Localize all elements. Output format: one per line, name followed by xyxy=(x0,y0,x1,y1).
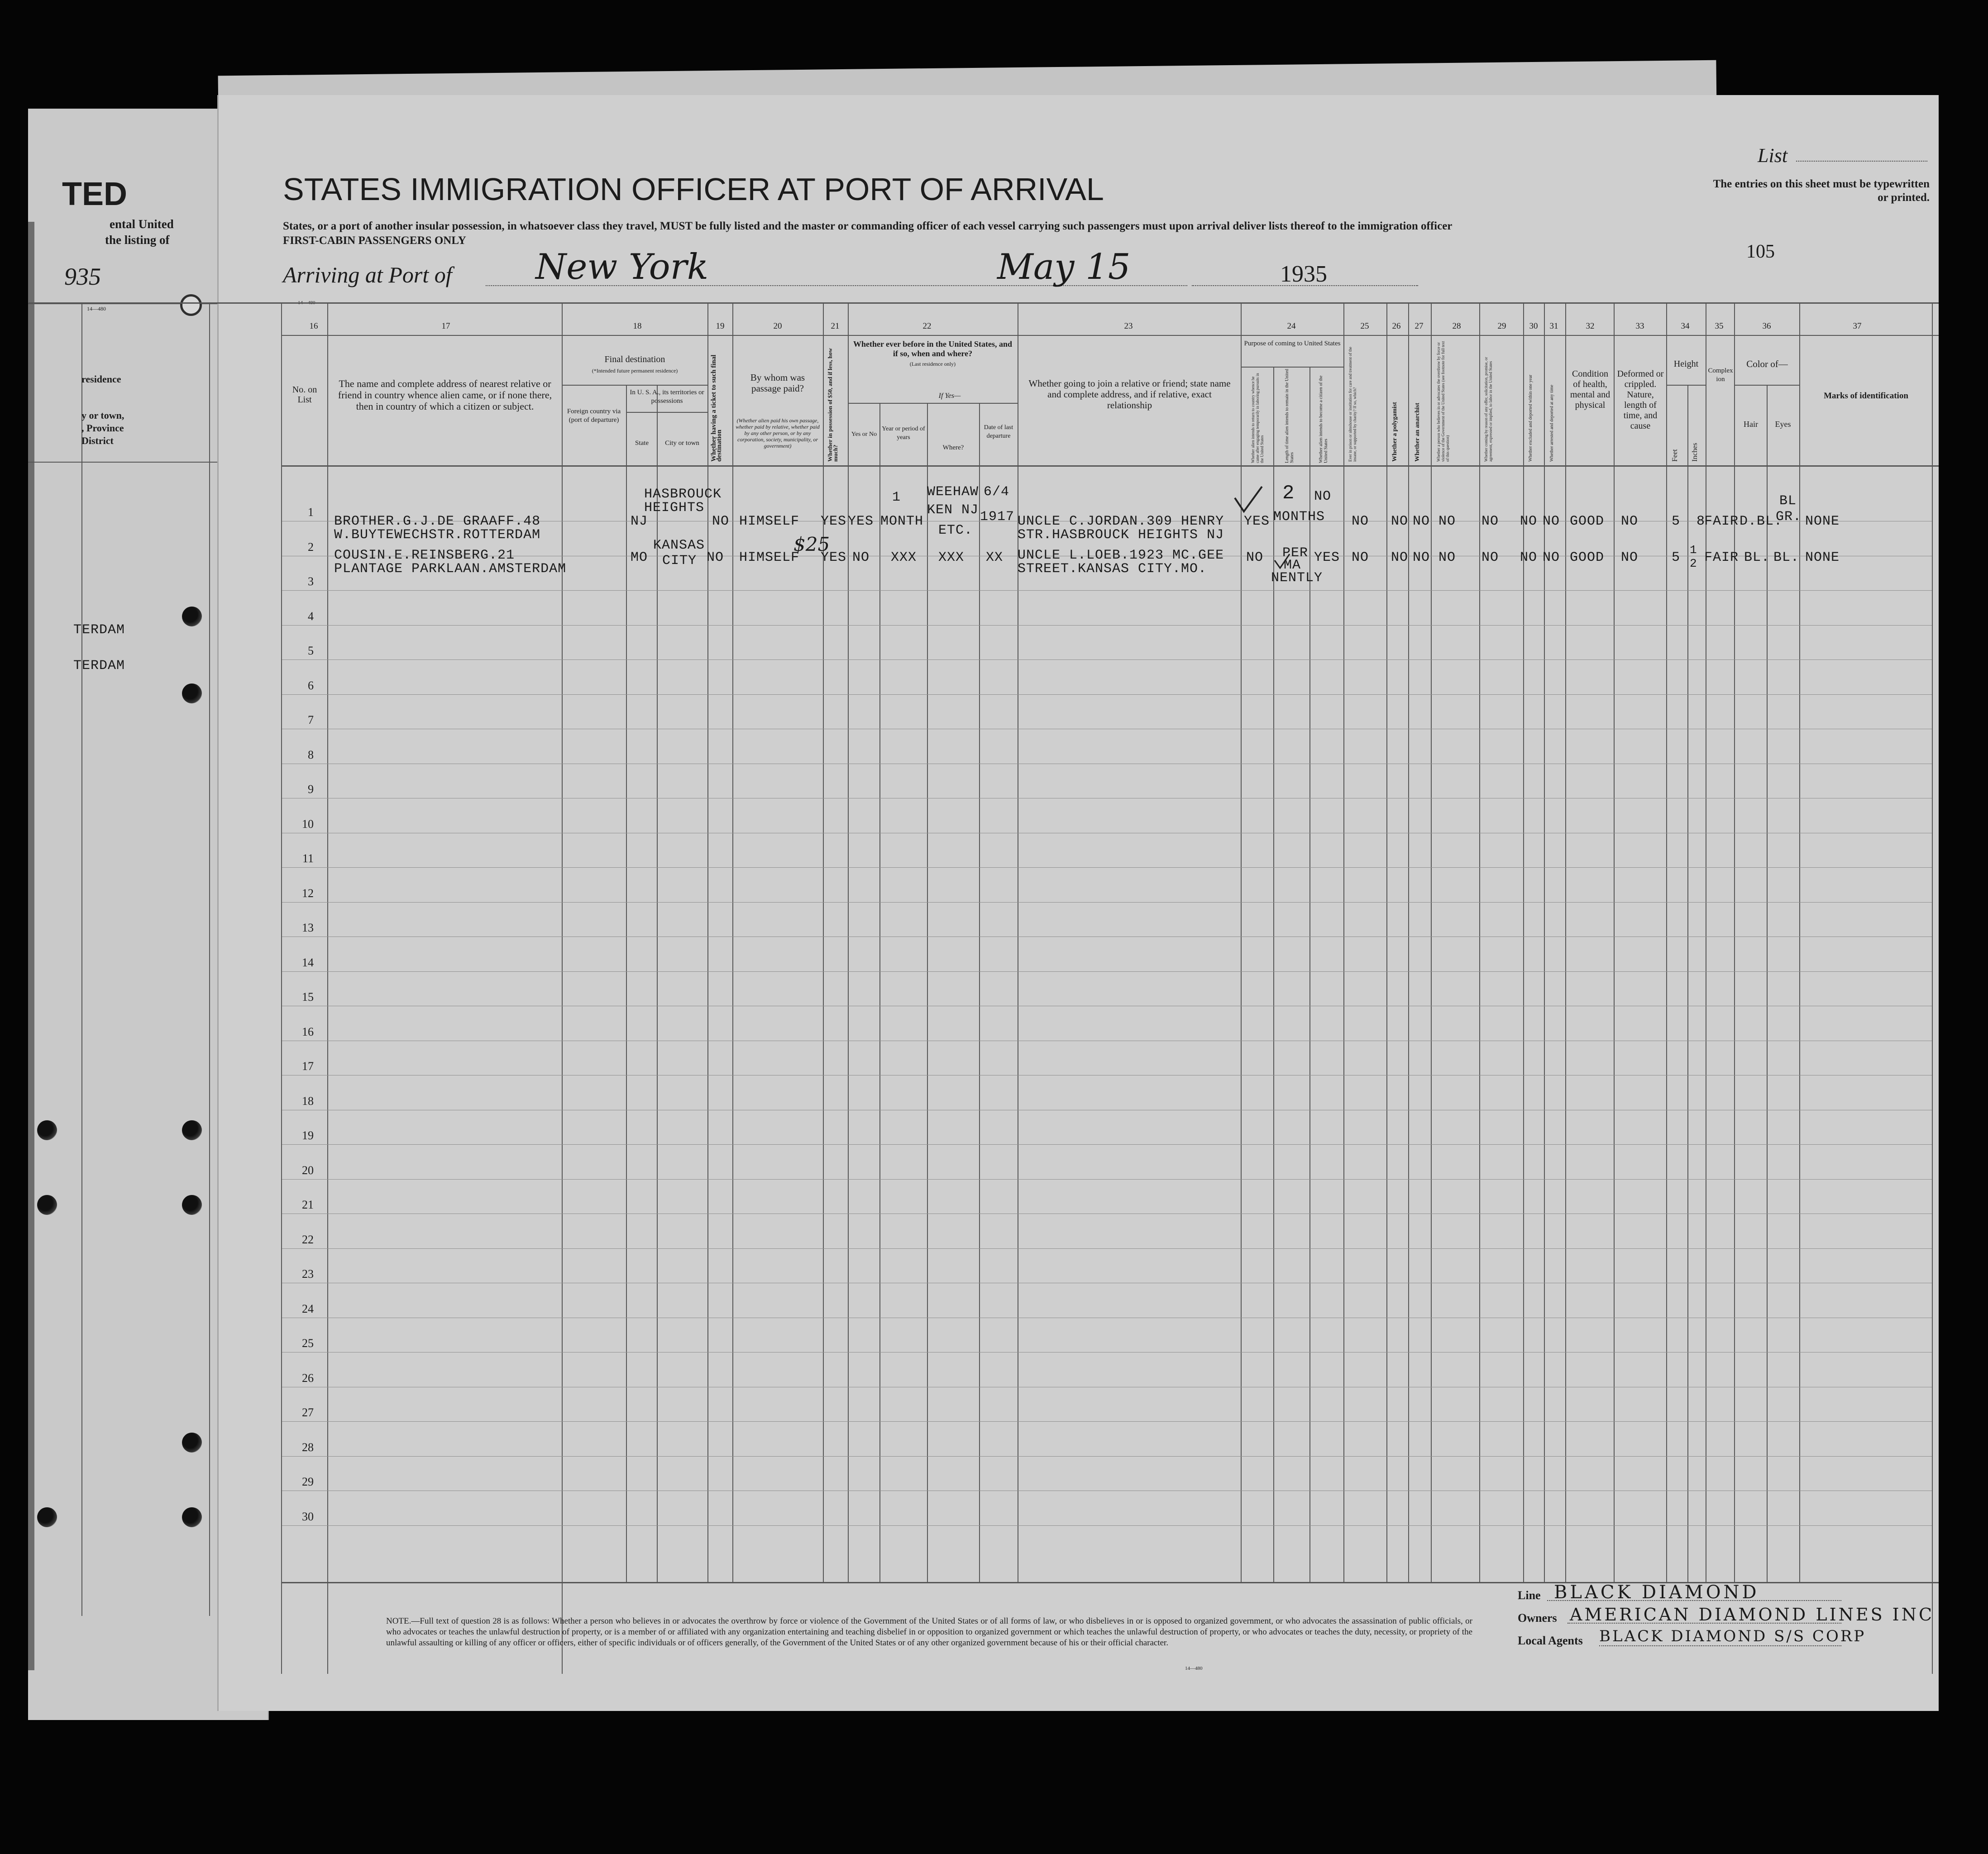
row-rule xyxy=(282,867,1932,868)
row2-inches: 1 xyxy=(1690,543,1697,557)
row1-city-line2: HEIGHTS xyxy=(644,500,705,516)
row2-c26: NO xyxy=(1391,550,1409,565)
row-number: 24 xyxy=(302,1302,314,1315)
row-number: 22 xyxy=(302,1233,314,1246)
row1-relative-line1: BROTHER.G.J.DE GRAAFF.48 xyxy=(334,514,541,529)
header-eyes: Eyes xyxy=(1775,420,1791,429)
header-hair: Hair xyxy=(1744,420,1758,429)
row2-c31: NO xyxy=(1543,550,1560,565)
col-num-17: 17 xyxy=(441,321,450,331)
header-bottom-rule xyxy=(282,465,1939,467)
column-rule xyxy=(1932,302,1933,1674)
row-number: 28 xyxy=(302,1441,314,1454)
row1-feet: 5 xyxy=(1672,514,1681,529)
row2-purpose-return: NO xyxy=(1246,550,1264,565)
row2-before: NO xyxy=(852,550,870,565)
list-label: List xyxy=(1758,144,1788,167)
header-prison: Ever in prison or almshouse or institution for care and treatment of the insane, or supported by charity? If so, which? xyxy=(1348,347,1357,462)
row2-paid-by: HIMSELF xyxy=(739,550,800,565)
left-page-column-rule xyxy=(209,303,210,1616)
header-fifty-dollars: Whether in possession of $50, and if less, how much? xyxy=(827,348,839,462)
subheader-rule xyxy=(1241,367,1343,368)
column-rule xyxy=(1687,385,1688,1582)
row1-eyes-line1: BL xyxy=(1779,493,1797,509)
column-rule xyxy=(1309,367,1310,1582)
row-number: 2 xyxy=(308,540,314,554)
row1-c30: NO xyxy=(1520,514,1538,529)
arrival-year: 1935 xyxy=(1280,261,1327,287)
column-rule xyxy=(1386,302,1387,1582)
row1-eyes-line2: GR. xyxy=(1776,509,1802,525)
header-top-rule xyxy=(29,302,1939,304)
row-rule xyxy=(282,1248,1932,1249)
row1-join-line2: STR.HASBROUCK HEIGHTS NJ xyxy=(1018,527,1224,543)
typewritten-note: The entries on this sheet must be typewritten or printed. xyxy=(1713,178,1930,204)
col-num-37: 37 xyxy=(1853,321,1862,331)
header-feet: Feet xyxy=(1671,449,1679,462)
row2-eyes: BL. xyxy=(1773,550,1800,565)
row1-purpose-citizen: NO xyxy=(1314,489,1332,504)
row-rule xyxy=(282,902,1932,903)
row2-feet: 5 xyxy=(1672,550,1681,565)
port-of-arrival: New York xyxy=(535,247,709,287)
column-rule xyxy=(979,403,980,1582)
subheader-rule xyxy=(1666,385,1706,386)
left-page-row: TERDAM xyxy=(73,622,125,638)
row1-where-line1: WEEHAW xyxy=(927,484,979,500)
column-rule xyxy=(927,403,928,1582)
column-rule xyxy=(1666,302,1667,1582)
column-rule xyxy=(823,302,824,1582)
row1-state: NJ xyxy=(631,514,648,529)
row1-purpose-length-1: 2 xyxy=(1282,482,1295,505)
col-num-22: 22 xyxy=(922,321,932,331)
row1-date-line1: 6/4 xyxy=(984,484,1010,500)
list-dotted-line xyxy=(1796,161,1927,162)
binder-hole xyxy=(182,1120,202,1140)
column-rule xyxy=(626,385,627,1582)
arrival-date: May 15 xyxy=(997,247,1131,287)
column-number-rule xyxy=(282,335,1939,336)
row1-c27: NO xyxy=(1413,514,1430,529)
col-num-20: 20 xyxy=(773,321,782,331)
header-yes-no: Yes or No xyxy=(851,431,877,438)
header-purpose-length: Length of time alien intends to remain in the United States xyxy=(1285,368,1295,463)
binder-hole xyxy=(182,1195,202,1215)
row-rule xyxy=(282,659,1932,660)
row2-purpose-length-3: NENTLY xyxy=(1271,570,1323,586)
line-value: BLACK DIAMOND xyxy=(1554,1582,1759,1603)
column-rule xyxy=(1544,302,1545,1582)
row-number: 8 xyxy=(308,748,314,761)
header-final-destination: Final destination xyxy=(604,354,665,364)
footnote-question-28: NOTE.—Full text of question 28 is as follows: Whether a person who believes in or advocates the overthrow by force or violence of the Government of the United States or of all forms of law, or who disbelieves in or is opposed to organized government, or who advocates the assassination of public officials, or who advocates or teaches the unlawful destruction of property, or is a member of or affiliated with any organization entertaining and teaching disbelief in or opposition to organized government or which teaches the unlawful destruction of property, or who advocates or teaches the duty, necessity, or propriety of the unlawful assaulting or killing of any officer or officers, either of specific individuals or of officers generally, of the Government of the United States or of any other organized government because of his or their official character. xyxy=(386,1616,1472,1648)
binder-hole xyxy=(37,1195,57,1215)
row-number: 3 xyxy=(308,575,314,588)
cabin-class: FIRST-CABIN PASSENGERS ONLY xyxy=(283,234,466,247)
left-page-row: TERDAM xyxy=(73,658,125,674)
row2-c27: NO xyxy=(1413,550,1430,565)
row1-c28: NO xyxy=(1438,514,1456,529)
column-rule xyxy=(1408,302,1409,1582)
column-rule xyxy=(1565,302,1566,1582)
header-purpose-return: Whether alien intends to return to country whence he came after engaging temporarily in laboring pursuits in the United States xyxy=(1251,373,1264,463)
header-marks: Marks of identification xyxy=(1824,391,1908,401)
col-num-27: 27 xyxy=(1415,321,1424,331)
subheader-rule xyxy=(626,412,707,413)
col-num-24: 24 xyxy=(1287,321,1296,331)
row2-relative-line1: COUSIN.E.REINSBERG.21 xyxy=(334,548,515,563)
left-page-header-line: District xyxy=(81,435,114,446)
row1-c31: NO xyxy=(1543,514,1560,529)
row-rule xyxy=(282,1144,1932,1145)
col-num-26: 26 xyxy=(1392,321,1401,331)
row1-c25: NO xyxy=(1352,514,1369,529)
header-ever-before-note: (Last residence only) xyxy=(909,361,956,367)
row2-fifty: YES xyxy=(821,550,847,565)
column-rule xyxy=(1614,302,1615,1582)
row-number: 13 xyxy=(302,921,314,934)
row1-fifty: YES xyxy=(821,514,847,529)
row2-date: XX xyxy=(986,550,1004,565)
row2-join-line2: STREET.KANSAS CITY.MO. xyxy=(1018,561,1207,577)
col-num-35: 35 xyxy=(1715,321,1724,331)
header-city: City or town xyxy=(665,440,699,447)
column-rule xyxy=(1799,302,1800,1582)
header-purpose-citizen: Whether alien intends to become a citizen of the United States xyxy=(1319,375,1329,463)
col-num-28: 28 xyxy=(1452,321,1461,331)
row-number: 29 xyxy=(302,1475,314,1488)
row1-c29: NO xyxy=(1481,514,1499,529)
row2-paid-note: $25 xyxy=(793,533,830,555)
header-if-yes: If Yes— xyxy=(938,392,961,400)
row2-city-line1: KANSAS xyxy=(653,538,705,553)
header-final-destination-note: (*Intended future permanent residence) xyxy=(592,368,678,374)
row1-join-line1: UNCLE C.JORDAN.309 HENRY xyxy=(1018,514,1224,529)
row-number: 6 xyxy=(308,679,314,692)
header-color-of: Color of— xyxy=(1746,358,1788,369)
column-rule xyxy=(657,385,658,1582)
header-inches: Inches xyxy=(1691,443,1699,462)
arriving-label: Arriving at Port of xyxy=(283,262,452,287)
row2-purpose-length-2: MA xyxy=(1284,558,1301,573)
row-number: 5 xyxy=(308,644,314,657)
header-height: Height xyxy=(1673,359,1699,369)
row-number: 27 xyxy=(302,1406,314,1419)
row1-period-line1: 1 xyxy=(892,490,901,505)
row-number: 19 xyxy=(302,1129,314,1142)
header-overthrow: Whether a person who believes in or advocates the overthrow by force or violence of the Government of the United States (see footnote for full text of this question) xyxy=(1436,341,1450,462)
row2-health: GOOD xyxy=(1570,550,1605,565)
row-rule xyxy=(282,1421,1932,1422)
column-rule xyxy=(879,403,880,1582)
column-rule xyxy=(1523,302,1524,1582)
agents-value: BLACK DIAMOND S/S CORP xyxy=(1599,1627,1866,1645)
row2-purpose-citizen: YES xyxy=(1314,550,1340,565)
col-num-31: 31 xyxy=(1549,321,1558,331)
row-number: 17 xyxy=(302,1060,314,1073)
left-page-residence-header: residence xyxy=(81,373,121,385)
row1-paid-by: HIMSELF xyxy=(739,514,800,529)
check-mark-icon xyxy=(1233,484,1264,516)
agents-dotted-line xyxy=(1599,1645,1841,1646)
header-passage-paid-note: (Whether alien paid his own passage, whether paid by relative, whether paid by any other person, or by any corporation, society, municipality, or government) xyxy=(736,417,820,449)
footer-form-number: 14—480 xyxy=(1185,1666,1203,1671)
row2-join-line1: UNCLE L.LOEB.1923 MC.GEE xyxy=(1018,548,1224,563)
column-rule xyxy=(281,302,282,1674)
column-rule xyxy=(1343,302,1344,1582)
row2-city-line2: CITY xyxy=(662,553,697,569)
row1-health: GOOD xyxy=(1570,514,1605,529)
header-where: Where? xyxy=(942,444,964,451)
row-number: 21 xyxy=(302,1198,314,1211)
binder-hole xyxy=(182,1507,202,1527)
header-join-relative: Whether going to join a relative or friend; state name and complete address, and if relative, exact relationship xyxy=(1028,378,1231,411)
row-number: 10 xyxy=(302,817,314,831)
column-rule xyxy=(1273,367,1274,1582)
header-list-no: No. on List xyxy=(292,385,317,405)
row2-deformed: NO xyxy=(1621,550,1639,565)
row-rule xyxy=(282,1456,1932,1457)
owners-label: Owners xyxy=(1518,1611,1557,1625)
row-number: 4 xyxy=(308,610,314,623)
row2-relative-line2: PLANTAGE PARKLAAN.AMSTERDAM xyxy=(334,561,567,577)
header-polygamist: Whether a polygamist xyxy=(1391,402,1398,462)
row2-purpose-length-1: PER xyxy=(1282,545,1309,561)
col-num-21: 21 xyxy=(831,321,840,331)
row1-date-line2: 1917 xyxy=(980,509,1015,525)
row1-c26: NO xyxy=(1391,514,1409,529)
header-nearest-relative: The name and complete address of nearest relative or friend in country whence alien came, or if none there, then in country of which a citizen or subject. xyxy=(338,378,552,412)
row-number: 25 xyxy=(302,1337,314,1350)
col-num-29: 29 xyxy=(1497,321,1506,331)
check-mark-icon xyxy=(1273,552,1291,570)
form-title: STATES IMMIGRATION OFFICER AT PORT OF ARRIVAL xyxy=(283,172,1104,207)
left-page-header-line: , Province xyxy=(81,422,124,434)
row-rule xyxy=(282,1525,1932,1526)
col-num-16: 16 xyxy=(309,321,318,331)
manifest-sheet xyxy=(217,95,1939,1711)
row-number: 16 xyxy=(302,1025,314,1038)
row-number: 1 xyxy=(308,506,314,519)
row2-inches-fraction: 2 xyxy=(1690,557,1697,570)
row1-deformed: NO xyxy=(1621,514,1639,529)
header-ever-before: Whether ever before in the United States, and if so, when and where? xyxy=(853,339,1012,358)
col-num-34: 34 xyxy=(1681,321,1690,331)
row-number: 11 xyxy=(302,852,314,865)
row1-hair: D.BL. xyxy=(1740,514,1783,529)
header-state: State xyxy=(635,440,649,447)
row1-relative-line2: W.BUYTEWECHSTR.ROTTERDAM xyxy=(334,527,541,543)
col-num-32: 32 xyxy=(1586,321,1595,331)
agents-label: Local Agents xyxy=(1518,1634,1583,1647)
left-page-form-no: 14—480 xyxy=(87,306,106,312)
column-rule xyxy=(1479,302,1480,1582)
form-subtitle: States, or a port of another insular possession, in whatsoever class they travel, MUST be fully listed and the master or commanding officer of each vessel carrying such passengers must upon arrival deliver lists thereof to the immigration officer xyxy=(283,220,1453,232)
row-number: 7 xyxy=(308,713,314,726)
header-deformed: Deformed or crippled. Nature, length of time, and cause xyxy=(1617,369,1664,431)
header-ticket: Whether having a ticket to such final destination xyxy=(710,354,723,462)
header-anarchist: Whether an anarchist xyxy=(1414,402,1421,462)
row1-before: YES xyxy=(848,514,874,529)
row2-marks: NONE xyxy=(1805,550,1840,565)
row1-ticket: NO xyxy=(712,514,730,529)
row-rule xyxy=(282,625,1932,626)
row1-where-line2: KEN NJ xyxy=(927,502,979,518)
col-num-25: 25 xyxy=(1360,321,1369,331)
col-num-30: 30 xyxy=(1529,321,1538,331)
binder-hole xyxy=(182,607,202,626)
column-rule xyxy=(848,302,849,1582)
row2-where: XXX xyxy=(938,550,965,565)
row1-purpose-length-2: MONTHS xyxy=(1273,509,1325,525)
row1-purpose-return: YES xyxy=(1244,514,1270,529)
row-number: 14 xyxy=(302,956,314,969)
row-rule xyxy=(282,971,1932,972)
left-page-line-1: ental United xyxy=(110,217,174,231)
row-number: 20 xyxy=(302,1164,314,1177)
row2-c28: NO xyxy=(1438,550,1456,565)
subheader-rule xyxy=(562,385,707,386)
header-excluded: Whether excluded and deported within one year xyxy=(1528,374,1533,462)
header-arrested: Whether arrested and deported at any time xyxy=(1549,385,1554,462)
left-page-column-rule xyxy=(81,303,82,1616)
row2-c29: NO xyxy=(1481,550,1499,565)
line-label: Line xyxy=(1518,1589,1541,1602)
subheader-rule xyxy=(848,403,1018,404)
column-rule xyxy=(562,302,563,1674)
header-date-departure: Date of last departure xyxy=(984,424,1013,440)
owners-value: AMERICAN DIAMOND LINES INC xyxy=(1570,1605,1935,1625)
row1-city-line1: HASBROUCK xyxy=(644,487,722,502)
row-number: 30 xyxy=(302,1510,314,1523)
left-page-header-line: y or town, xyxy=(81,410,124,421)
row2-period: XXX xyxy=(891,550,917,565)
header-health: Condition of health, mental and physical xyxy=(1570,369,1610,410)
row-rule xyxy=(282,1179,1932,1180)
row1-period-line2: MONTH xyxy=(880,514,924,529)
binder-hole xyxy=(37,1507,57,1527)
row-rule xyxy=(282,694,1932,695)
col-num-23: 23 xyxy=(1124,321,1133,331)
row1-complexion: FAIR xyxy=(1704,514,1739,529)
row1-where-line3: ETC. xyxy=(938,523,973,538)
column-rule xyxy=(1431,302,1432,1582)
row-number: 23 xyxy=(302,1267,314,1281)
row-number: 9 xyxy=(308,783,314,796)
row-number: 15 xyxy=(302,990,314,1003)
binder-hole xyxy=(182,1433,202,1453)
row2-c30: NO xyxy=(1520,550,1538,565)
row-number: 18 xyxy=(302,1094,314,1108)
header-period: Year or period of years xyxy=(882,425,925,441)
left-page-edge xyxy=(28,222,34,1670)
header-foreign-country: Foreign country via (port of departure) xyxy=(567,408,621,424)
row2-state: MO xyxy=(631,550,648,565)
header-passage-paid: By whom was passage paid? xyxy=(750,372,805,394)
header-labor-offer: Whether coming by reason of any offer, solicitation, promise, or agreement, expressed or implied, to labor in the United States xyxy=(1484,357,1493,462)
left-page-title: TED xyxy=(62,176,127,212)
row2-c25: NO xyxy=(1352,550,1369,565)
header-complexion: Complexion xyxy=(1708,367,1733,383)
left-page-line-2: the listing of xyxy=(105,233,170,247)
binder-hole xyxy=(182,683,202,703)
subheader-rule xyxy=(1734,385,1799,386)
column-rule xyxy=(732,302,733,1582)
column-rule xyxy=(1734,302,1735,1582)
row-number: 12 xyxy=(302,887,314,900)
header-in-usa: In U. S. A., its territories or possessions xyxy=(630,389,704,405)
page-number: 105 xyxy=(1746,241,1775,262)
header-purpose: Purpose of coming to United States xyxy=(1244,340,1341,347)
left-page-year: 935 xyxy=(64,263,101,290)
binder-hole xyxy=(180,294,202,316)
row1-inches: 8 xyxy=(1696,514,1706,529)
col-num-33: 33 xyxy=(1635,321,1644,331)
col-num-36: 36 xyxy=(1762,321,1771,331)
col-num-19: 19 xyxy=(716,321,725,331)
col-num-18: 18 xyxy=(633,321,642,331)
row2-complexion: FAIR xyxy=(1704,550,1739,565)
row-rule xyxy=(282,590,1932,591)
row-number: 26 xyxy=(302,1371,314,1385)
row2-hair: BL. xyxy=(1744,550,1770,565)
column-rule xyxy=(327,302,328,1674)
row2-ticket: NO xyxy=(707,550,724,565)
row1-marks: NONE xyxy=(1805,514,1840,529)
binder-hole xyxy=(37,1120,57,1140)
